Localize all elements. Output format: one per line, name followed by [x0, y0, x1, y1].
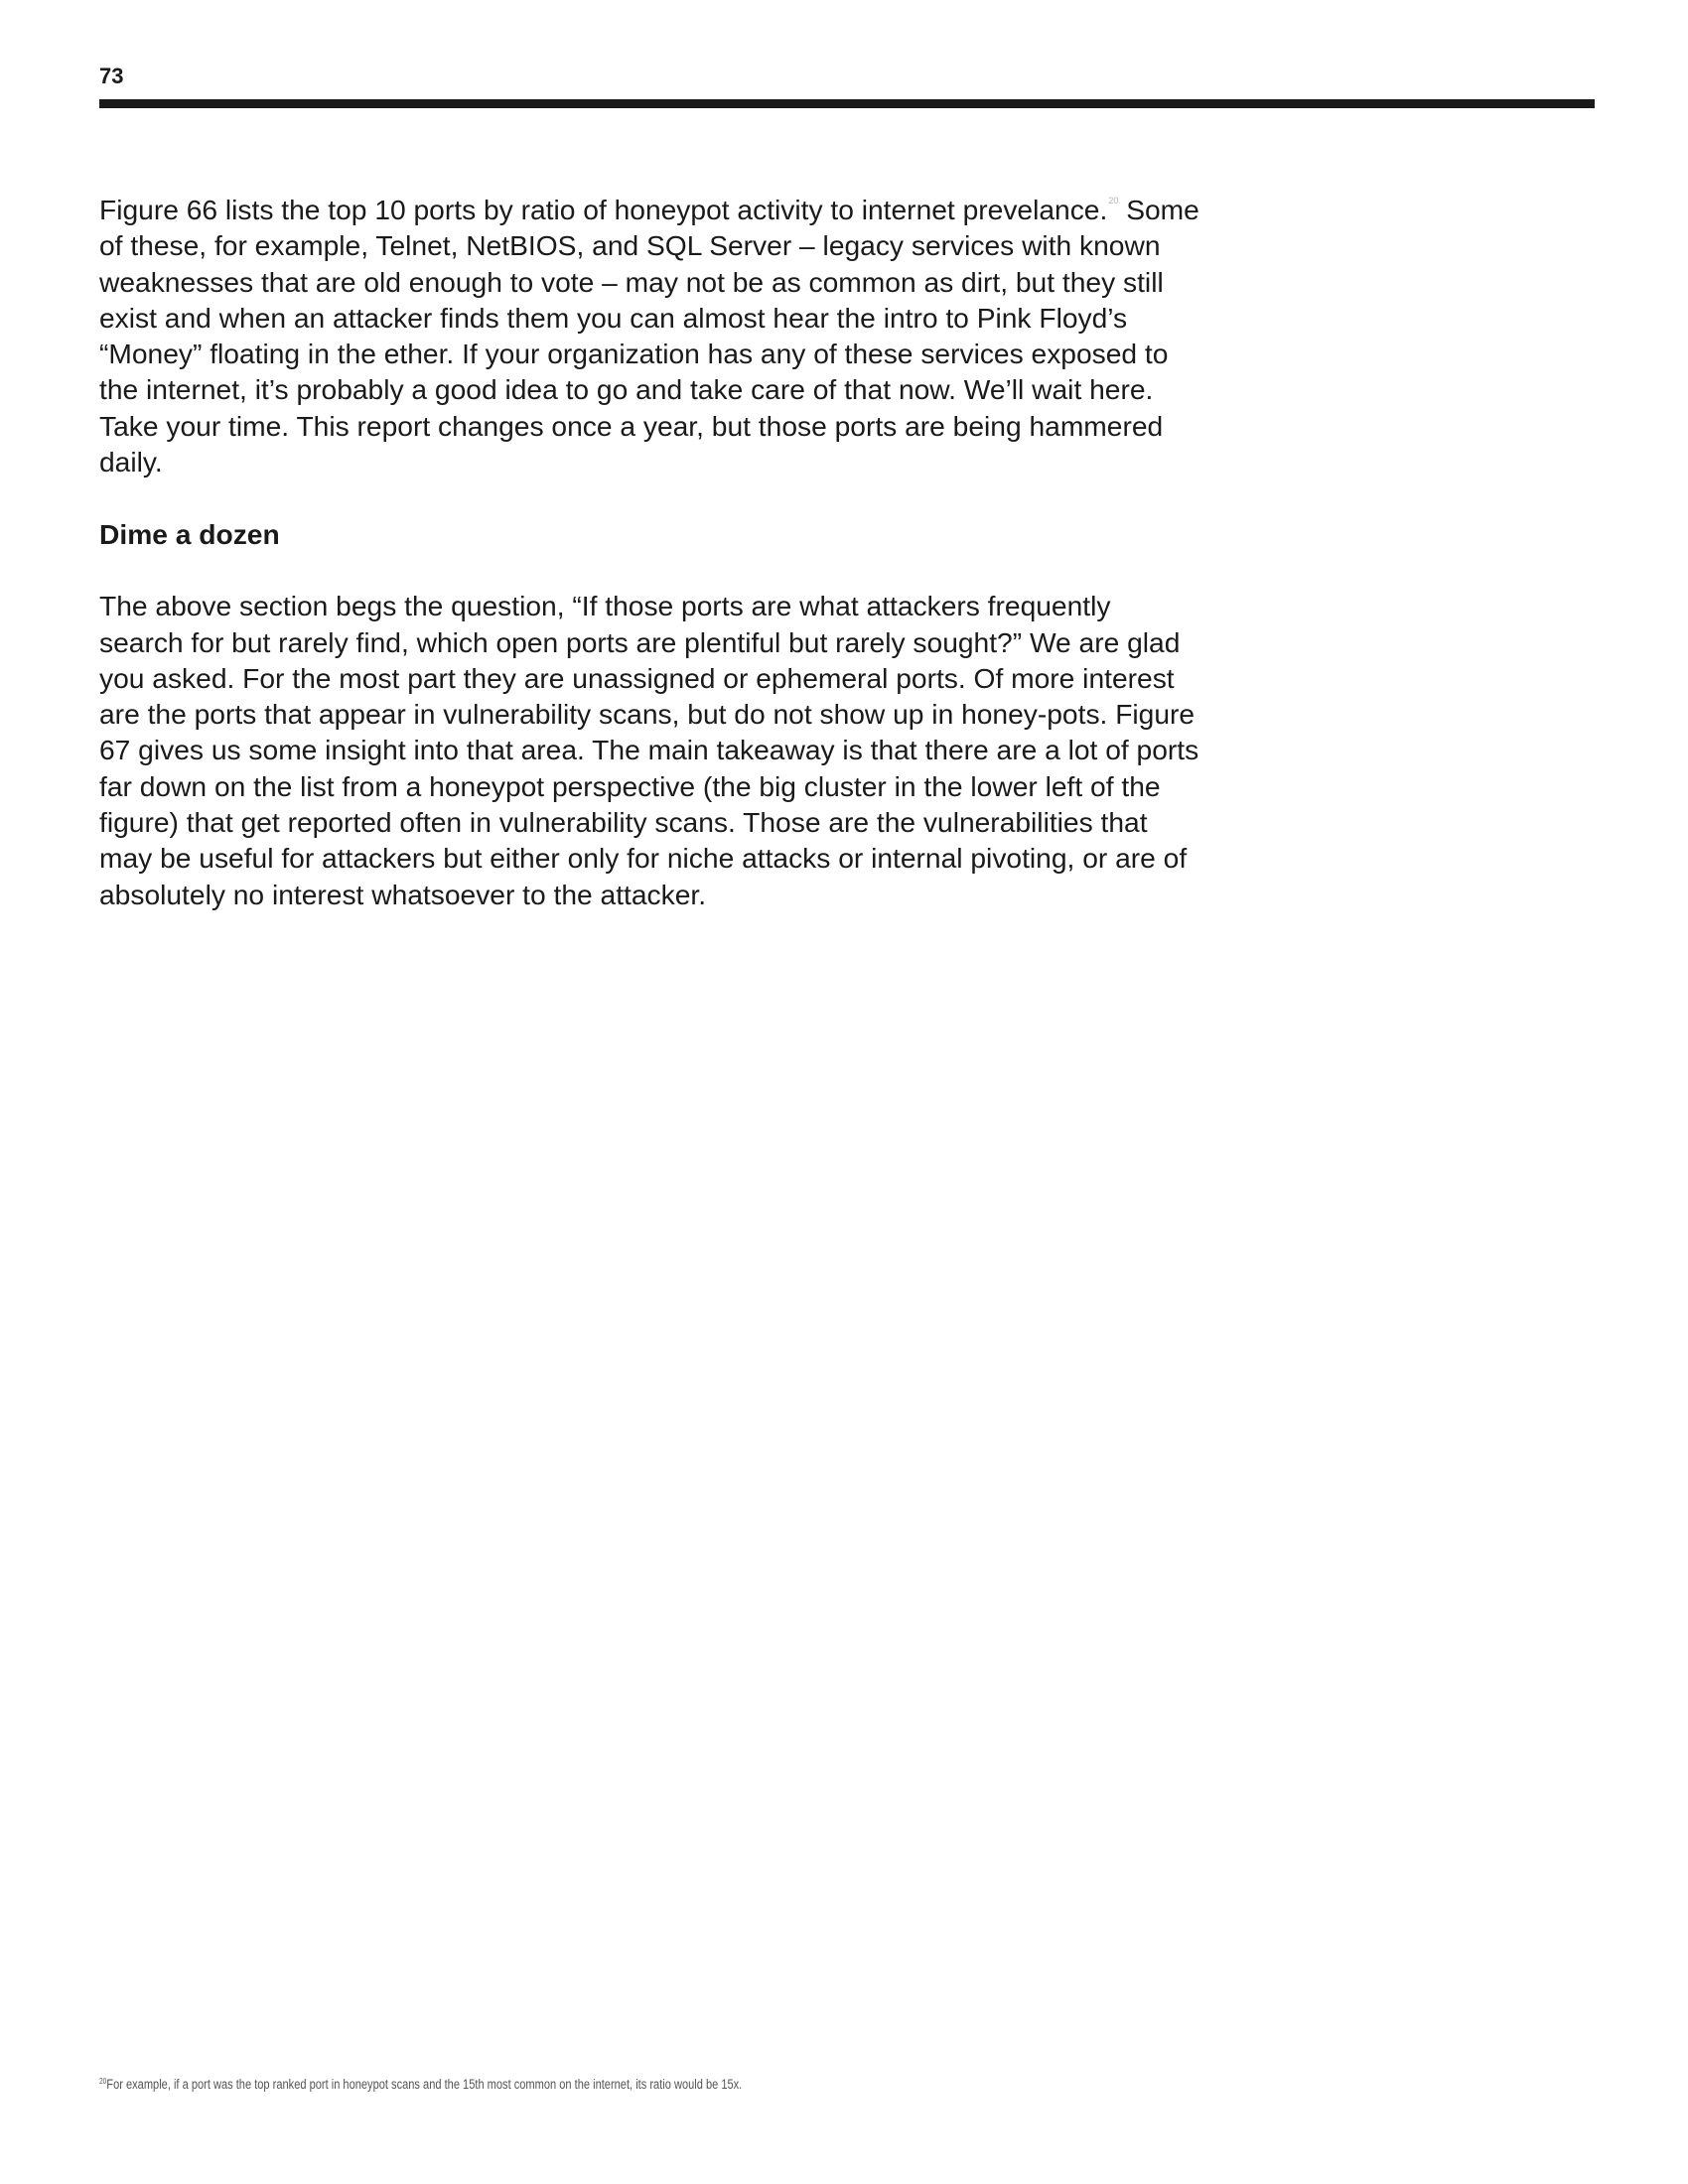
page-number: 73 — [99, 64, 124, 88]
body-paragraph-1-lead: Figure 66 lists the top 10 ports by ratio of honeypot activity to internet prevelance. — [99, 194, 1108, 225]
header-rule — [99, 99, 1595, 108]
footnote — [99, 2078, 742, 2092]
body-paragraph-1 — [99, 192, 1201, 479]
body-paragraph-1-continuation: Some of these, for example, Telnet, NetBIOS, and SQL Server – legacy services with known weaknesses that are old enough to vote – may not be as common as dirt, but they still exist and when an attacker finds them you can almost hear the intro to Pink Floyd’s “Money” floating in the ether. If your organization has any of these services exposed to the internet, it’s probably a good idea to go and take care of that now. We’ll wait here. Take your time. This report changes once a year, but those ports are being hammered daily. — [99, 194, 1199, 478]
section-heading: Dime a dozen — [99, 517, 280, 550]
footnote-reference[interactable]: 20 — [1108, 196, 1119, 205]
footnote-marker: 20 — [99, 2077, 107, 2086]
footnote-text: For example, if a port was the top ranked port in honeypot scans and the 15th most common on the internet, its ratio would be 15x. — [106, 2077, 743, 2092]
main-content — [99, 192, 1201, 912]
body-paragraph-2: The above section begs the question, “If those ports are what attackers frequently search for but rarely find, which open ports are plentiful but rarely sought?” We are glad you asked. For the most part they are unassigned or ephemeral ports. Of more interest are the ports that appear in vulnerability scans, but do not show up in honey-pots. Figure 67 gives us some insight into that area. The main takeaway is that there are a lot of ports far down on the list from a honeypot perspective (the big cluster in the lower left of the figure) that get reported often in vulnerability scans. Those are the vulnerabilities that may be useful for attackers but either only for niche attacks or internal pivoting, or are of absolutely no interest whatsoever to the attacker. — [99, 590, 1199, 910]
